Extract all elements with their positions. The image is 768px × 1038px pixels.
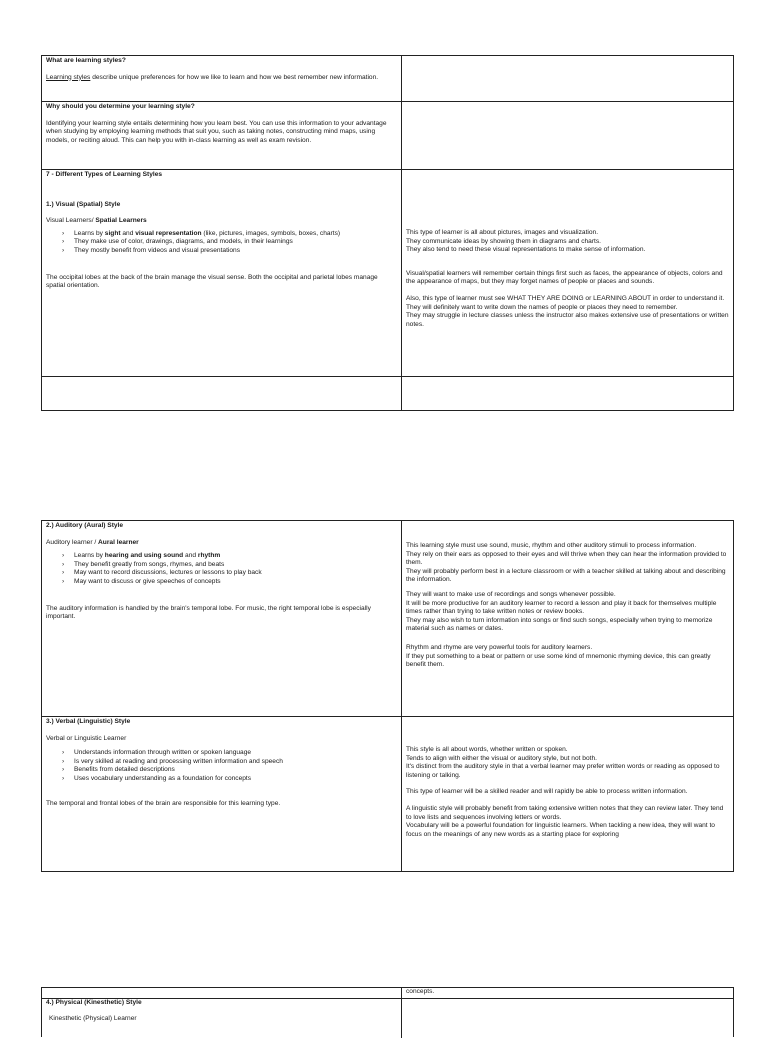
table-cell-right bbox=[402, 102, 733, 169]
learning-styles-table-1 bbox=[41, 55, 734, 411]
bullet-list bbox=[46, 230, 397, 256]
table-row bbox=[42, 716, 733, 871]
learning-styles-table-3 bbox=[41, 987, 734, 1037]
table-row bbox=[42, 376, 733, 410]
row-heading: What are learning styles? bbox=[46, 57, 126, 64]
bullet-list bbox=[46, 552, 397, 586]
table-row bbox=[42, 521, 733, 716]
table-cell-right bbox=[402, 377, 733, 410]
table-cell-left bbox=[42, 56, 402, 101]
table-row bbox=[42, 998, 733, 1038]
table-row bbox=[42, 988, 733, 998]
table-cell-right bbox=[402, 999, 733, 1038]
list-item: › They make use of color, drawings, diagrams, and models, in their learnings bbox=[62, 238, 293, 246]
paragraph: Identifying your learning style entails determining how you learn best. You can use this information to your advantage when studying by employing learning methods that suit you, such as taking notes, constructing mind maps, using models, or reciting aloud. This can help you with in-class learning as well as exam revision. bbox=[46, 119, 387, 144]
table-cell-left bbox=[42, 999, 402, 1038]
definition-text: Learning styles describe unique preferences for how we like to learn and how we best remember new information. bbox=[46, 73, 379, 81]
list-item: › Uses vocabulary understanding as a foundation for concepts bbox=[62, 774, 252, 782]
style-heading: 1.) Visual (Spatial) Style bbox=[46, 200, 121, 208]
brain-note: The occipital lobes at the back of the brain manage the visual sense. Both the occipital and parietal lobes manage spatial orientation. bbox=[46, 273, 378, 290]
table-cell-left bbox=[42, 521, 402, 716]
section-heading: 7 - Different Types of Learning Styles bbox=[46, 171, 163, 178]
table-cell-left bbox=[42, 102, 402, 169]
table-cell-right: This learning style must use sound, music, rhythm and other auditory stimuli to process information. They rely on their ears as opposed to their eyes and will thrive when they can hear the information provided to them. They will probably perform best in a lecture classroom or with a teacher skilled at talking about and describing the information. They will want to make use of recordings and songs whenever possible. It will be more productive for an auditory learner to record a lesson and play it back for themselves multiple times rather than trying to take written notes or review books. They may also wish to turn information into songs or find such songs, especially when trying to memorize material such as names or dates. Rhythm and rhyme are very powerful tools for auditory learners. If they put something to a beat or pattern or use some kind of mnemonic rhyming device, this can greatly benefit them. bbox=[406, 542, 727, 669]
table-cell-right: concepts. bbox=[406, 988, 435, 995]
style-heading: 4.) Physical (Kinesthetic) Style bbox=[46, 999, 142, 1006]
table-cell-left bbox=[42, 170, 402, 376]
table-cell-right: This type of learner is all about pictures, images and visualization. They communicate ideas by showing them in diagrams and charts. They also tend to need these visual representations to make sense of information. Visual/spatial learners will remember certain things first such as faces, the appearance of objects, colors and the appearance of maps, but they may forget names of people or places and sounds. Also, this type of learner must see WHAT THEY ARE DOING or LEARNING ABOUT in order to understand it. They will definitely want to write down the names of people or places they need to remember. They may struggle in lecture classes unless the instructor also makes extensive use of presentations or written notes. bbox=[406, 229, 729, 328]
list-item: › May want to discuss or give speeches of concepts bbox=[62, 577, 221, 585]
bullet-list bbox=[46, 749, 397, 783]
list-item: › Learns by sight and visual representation (like, pictures, images, symbols, boxes, charts) bbox=[62, 229, 341, 237]
brain-note: The temporal and frontal lobes of the brain are responsible for this learning type. bbox=[46, 799, 281, 807]
table-cell-left bbox=[42, 988, 402, 998]
learner-type: Verbal or Linguistic Learner bbox=[46, 734, 127, 742]
list-item: › May want to record discussions, lectures or lessons to play back bbox=[62, 569, 262, 577]
list-item: › They mostly benefit from videos and visual presentations bbox=[62, 246, 241, 254]
learner-type: Kinesthetic (Physical) Learner bbox=[49, 1014, 137, 1022]
learner-type: Visual Learners/ Spatial Learners bbox=[46, 217, 147, 225]
table-cell-left bbox=[42, 377, 402, 410]
list-item: › Is very skilled at reading and processing written information and speech bbox=[62, 757, 283, 765]
list-item: › Learns by hearing and using sound and rhythm bbox=[62, 552, 221, 560]
style-heading: 3.) Verbal (Linguistic) Style bbox=[46, 718, 131, 725]
table-row bbox=[42, 56, 733, 101]
brain-note: The auditory information is handled by the brain's temporal lobe. For music, the right temporal lobe is especially important. bbox=[46, 604, 371, 621]
list-item: › They benefit greatly from songs, rhymes, and beats bbox=[62, 560, 225, 568]
row-heading: Why should you determine your learning style? bbox=[46, 103, 195, 110]
learning-styles-link[interactable]: Learning styles bbox=[46, 73, 91, 81]
learner-type: Auditory learner / Aural learner bbox=[46, 538, 139, 546]
table-cell-left bbox=[42, 717, 402, 871]
list-item: › Understands information through written or spoken language bbox=[62, 749, 252, 757]
table-row bbox=[42, 169, 733, 376]
table-cell-right bbox=[402, 56, 733, 101]
list-item: › Benefits from detailed descriptions bbox=[62, 766, 175, 774]
table-row bbox=[42, 101, 733, 169]
learning-styles-table-2 bbox=[41, 520, 734, 872]
table-cell-right: This style is all about words, whether written or spoken. Tends to align with either the visual or auditory style, but not both. It's distinct from the auditory style in that a verbal learner may prefer written words or reading as opposed to listening or talking. This type of learner will be a skilled reader and will rapidly be able to process written information. A linguistic style will probably benefit from taking extensive written notes that they can review later. They tend to love lists and sequences involving letters or words. Vocabulary will be a powerful foundation for linguistic learners. When tackling a new idea, they will want to focus on the meanings of any new words as a starting place for exploring bbox=[406, 746, 724, 838]
style-heading: 2.) Auditory (Aural) Style bbox=[46, 522, 124, 529]
